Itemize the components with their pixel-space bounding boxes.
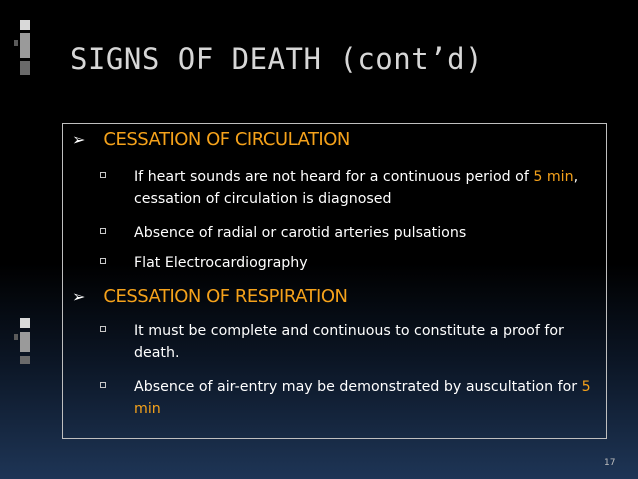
slide-title: SIGNS OF DEATH (cont’d) — [70, 42, 484, 76]
section-heading-respiration: ➢ CESSATION OF RESPIRATION — [72, 286, 348, 307]
page-number: 17 — [604, 458, 616, 468]
square-bullet-icon — [100, 172, 106, 178]
square-bullet-icon — [100, 258, 106, 264]
square-bullet-icon — [100, 228, 106, 234]
bullet-radial-pulse: Absence of radial or carotid arteries pulsations — [100, 222, 600, 244]
square-bullet-icon — [100, 382, 106, 388]
square-bullet-icon — [100, 326, 106, 332]
arrow-bullet-icon: ➢ — [72, 130, 86, 149]
arrow-bullet-icon: ➢ — [72, 287, 86, 306]
bullet-flat-ecg: Flat Electrocardiography — [100, 252, 600, 274]
bullet-complete-continuous: It must be complete and continuous to constitute a proof for death. — [100, 320, 600, 364]
section-heading-circulation: ➢ CESSATION OF CIRCULATION — [72, 129, 350, 150]
bullet-heart-sounds: If heart sounds are not heard for a continuous period of 5 min, cessation of circulation is diagnosed — [100, 166, 600, 210]
bullet-air-entry: Absence of air-entry may be demonstrated by auscultation for 5 min — [100, 376, 600, 420]
